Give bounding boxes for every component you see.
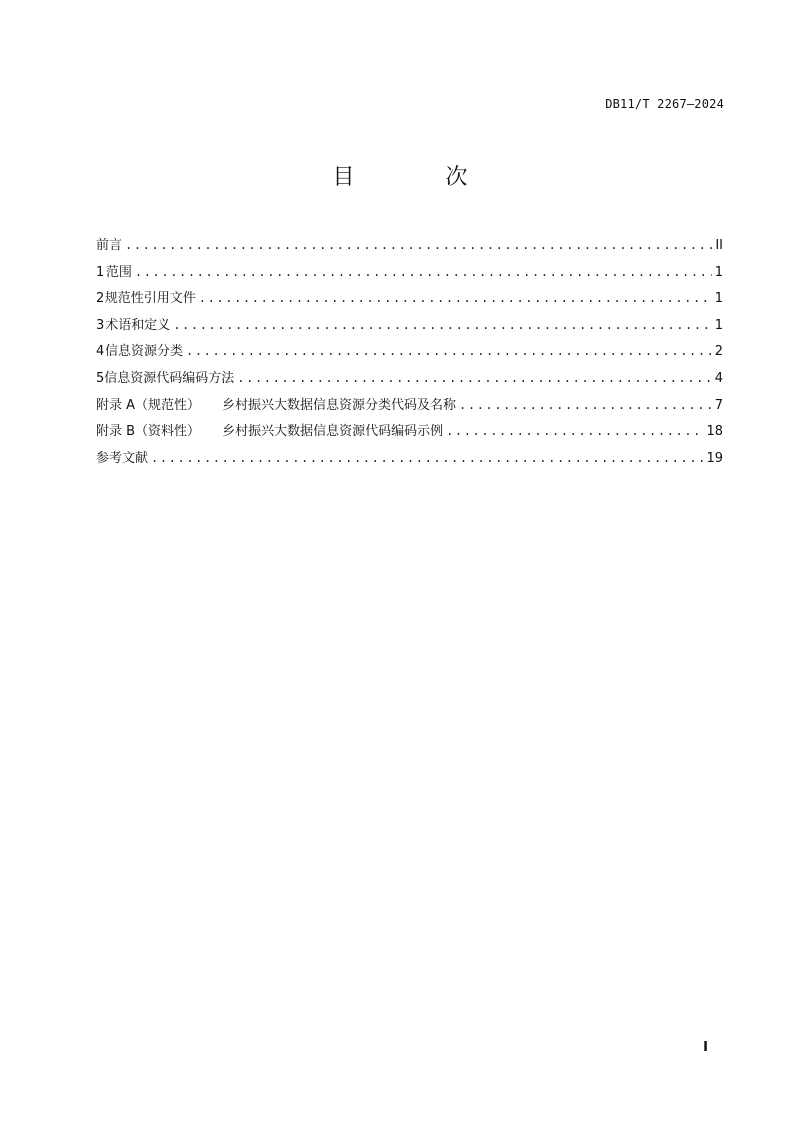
document-code: DB11/T 2267—2024 [605, 97, 724, 111]
toc-entry-page: 18 [706, 424, 723, 440]
toc-leader-dots [173, 312, 711, 339]
toc-entry-label: 术语和定义 [105, 317, 171, 333]
toc-appendix-tag: 附录 B（资料性） [96, 424, 201, 440]
toc-appendix-title: 乡村振兴大数据信息资源代码编码示例 [222, 424, 444, 440]
toc-entry-label: 信息资源代码编码方法 [104, 370, 235, 386]
toc-entry-label [96, 393, 456, 420]
toc-entry-bibliography[interactable] [96, 445, 723, 472]
toc-entry-scope[interactable] [96, 259, 723, 286]
toc-entry-normative-references[interactable] [96, 285, 723, 312]
toc-leader-dots [237, 365, 711, 392]
toc-entry-label: 前言 [96, 238, 123, 253]
toc-leader-dots [135, 259, 712, 286]
toc-entry-page: 4 [714, 370, 723, 386]
page-number: I [703, 1040, 708, 1055]
toc-entry-page: 19 [706, 450, 723, 466]
toc-leader-dots [446, 418, 703, 445]
toc-entry-number: 4 [96, 344, 105, 360]
toc-entry-label: 范围 [105, 264, 132, 280]
toc-entry-page: 1 [714, 291, 723, 307]
toc-entry-label: 规范性引用文件 [104, 291, 196, 307]
toc-entry-foreword[interactable] [96, 232, 723, 259]
toc-title: 目 次 [332, 165, 510, 190]
toc-entry-page: 1 [714, 317, 723, 333]
toc-entry-number: 2 [96, 291, 105, 307]
toc-appendix-title: 乡村振兴大数据信息资源分类代码及名称 [222, 397, 457, 413]
table-of-contents [96, 232, 723, 471]
toc-entry-page: 1 [714, 264, 723, 280]
toc-entry-label: 信息资源分类 [105, 344, 184, 360]
toc-entry-number: 3 [96, 317, 105, 333]
toc-appendix-tag: 附录 A（规范性） [96, 397, 201, 413]
toc-entry-classification[interactable] [96, 338, 723, 365]
toc-entry-number: 5 [96, 370, 105, 386]
toc-leader-dots [459, 392, 712, 419]
toc-entry-page: 7 [714, 397, 723, 413]
toc-entry-coding-method[interactable] [96, 365, 723, 392]
toc-entry-number: 1 [96, 264, 105, 280]
toc-entry-appendix-b[interactable] [96, 418, 723, 445]
toc-entry-page: II [715, 238, 723, 253]
toc-entry-label [96, 419, 443, 446]
toc-entry-appendix-a[interactable] [96, 392, 723, 419]
toc-leader-dots [186, 338, 712, 365]
toc-entry-terms-definitions[interactable] [96, 312, 723, 339]
toc-entry-label: 参考文献 [96, 450, 149, 466]
toc-leader-dots [151, 445, 703, 472]
toc-entry-page: 2 [714, 344, 723, 360]
toc-leader-dots [125, 232, 712, 259]
toc-leader-dots [199, 285, 712, 312]
